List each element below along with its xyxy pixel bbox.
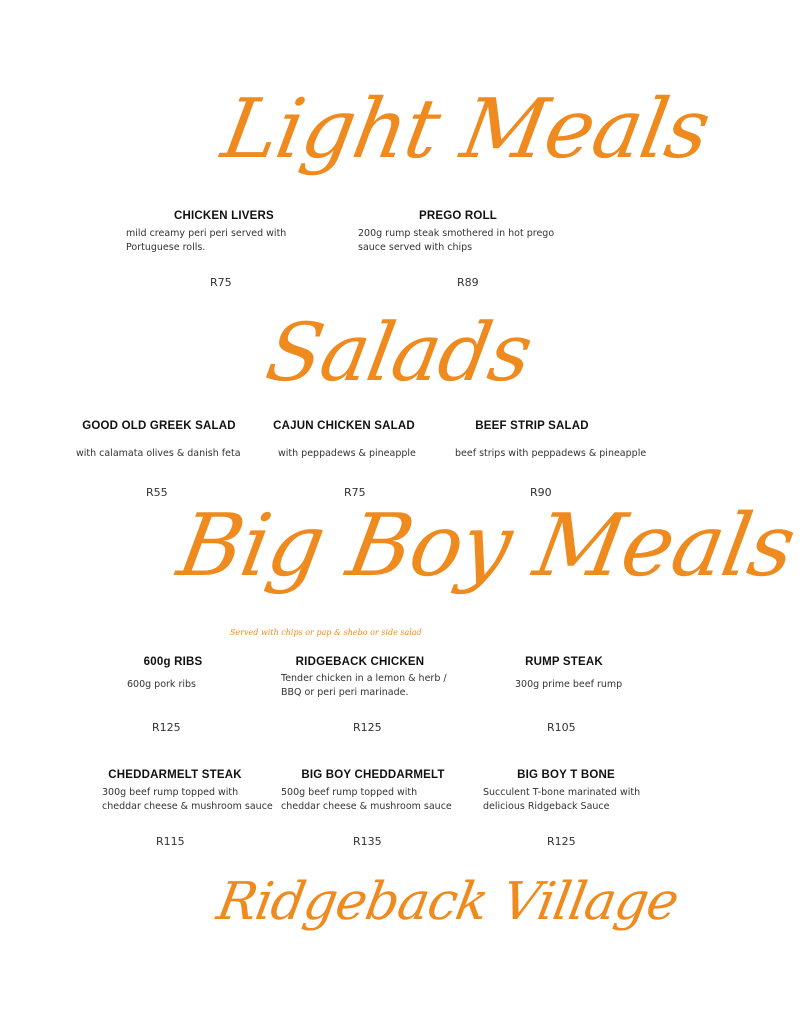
salads-heading: Salads [259,306,539,399]
item-description: 200g rump steak smothered in hot prego sauce served with chips [358,228,555,253]
item-price: R75 [210,276,232,289]
item-name: CHICKEN LIVERS [174,210,274,222]
item-name: CHEDDARMELT STEAK [108,769,242,781]
menu-item-greek-salad [76,420,242,432]
rump-steak-desc [515,678,655,692]
item-name: RUMP STEAK [525,656,603,668]
menu-item-rump-steak [512,656,616,668]
item-name: BIG BOY CHEDDARMELT [301,769,445,781]
menu-item-beef-strip-salad [462,420,602,432]
menu-item-big-boy-t-bone [510,769,622,781]
menu-item-prego-roll [358,210,558,255]
item-name: BEEF STRIP SALAD [475,420,589,432]
item-description: 500g beef rump topped with cheddar cheese & mushroom sauce [281,787,452,812]
salad-desc-beef [455,447,655,461]
item-name: PREGO ROLL [419,210,498,222]
item-description: 300g prime beef rump [515,679,623,690]
item-description: mild creamy peri peri served with Portuguese rolls. [126,228,287,253]
salad-desc-cajun [278,447,478,461]
item-price: R125 [152,721,181,734]
ribs-desc [127,678,247,692]
item-name: BIG BOY T BONE [517,769,615,781]
salad-desc-greek [76,447,276,461]
item-name: 600g RIBS [143,656,203,668]
item-price: R105 [547,721,576,734]
item-price: R115 [156,835,185,848]
cheddarmelt-steak-desc [102,786,274,814]
item-price: R55 [146,486,168,499]
item-price: R125 [547,835,576,848]
item-description: with peppadews & pineapple [278,448,416,459]
item-price: R135 [353,835,382,848]
big-boy-meals-note: Served with chips or pap & shebo or side salad [230,628,422,637]
big-boy-t-bone-desc [483,786,643,814]
item-description: Succulent T-bone marinated with delicious Ridgeback Sauce [483,787,641,812]
big-boy-meals-heading: Big Boy Meals [171,496,802,596]
item-name: CAJUN CHICKEN SALAD [273,420,415,432]
item-name: GOOD OLD GREEK SALAD [82,420,236,432]
menu-item-big-boy-cheddarmelt [296,769,450,781]
item-description: beef strips with peppadews & pineapple [455,448,647,459]
item-price: R90 [530,486,552,499]
menu-item-ridgeback-chicken [290,656,430,668]
light-meals-heading: Light Meals [215,82,717,177]
item-price: R89 [457,276,479,289]
item-description: with calamata olives & danish feta [76,448,241,459]
ridgeback-village-logo: Ridgeback Village [212,872,683,932]
item-price: R125 [353,721,382,734]
menu-item-cajun-chicken-salad [270,420,418,432]
ridgeback-chicken-desc [281,672,467,700]
menu-item-cheddarmelt-steak [100,769,250,781]
item-description: 300g beef rump topped with cheddar cheese & mushroom sauce [102,787,273,812]
menu-item-ribs [120,656,226,668]
menu-item-chicken-livers [126,210,326,255]
big-boy-cheddarmelt-desc [281,786,453,814]
item-description: Tender chicken in a lemon & herb / BBQ or peri peri marinade. [281,673,447,698]
item-description: 600g pork ribs [127,679,196,690]
item-name: RIDGEBACK CHICKEN [295,656,425,668]
item-price: R75 [344,486,366,499]
